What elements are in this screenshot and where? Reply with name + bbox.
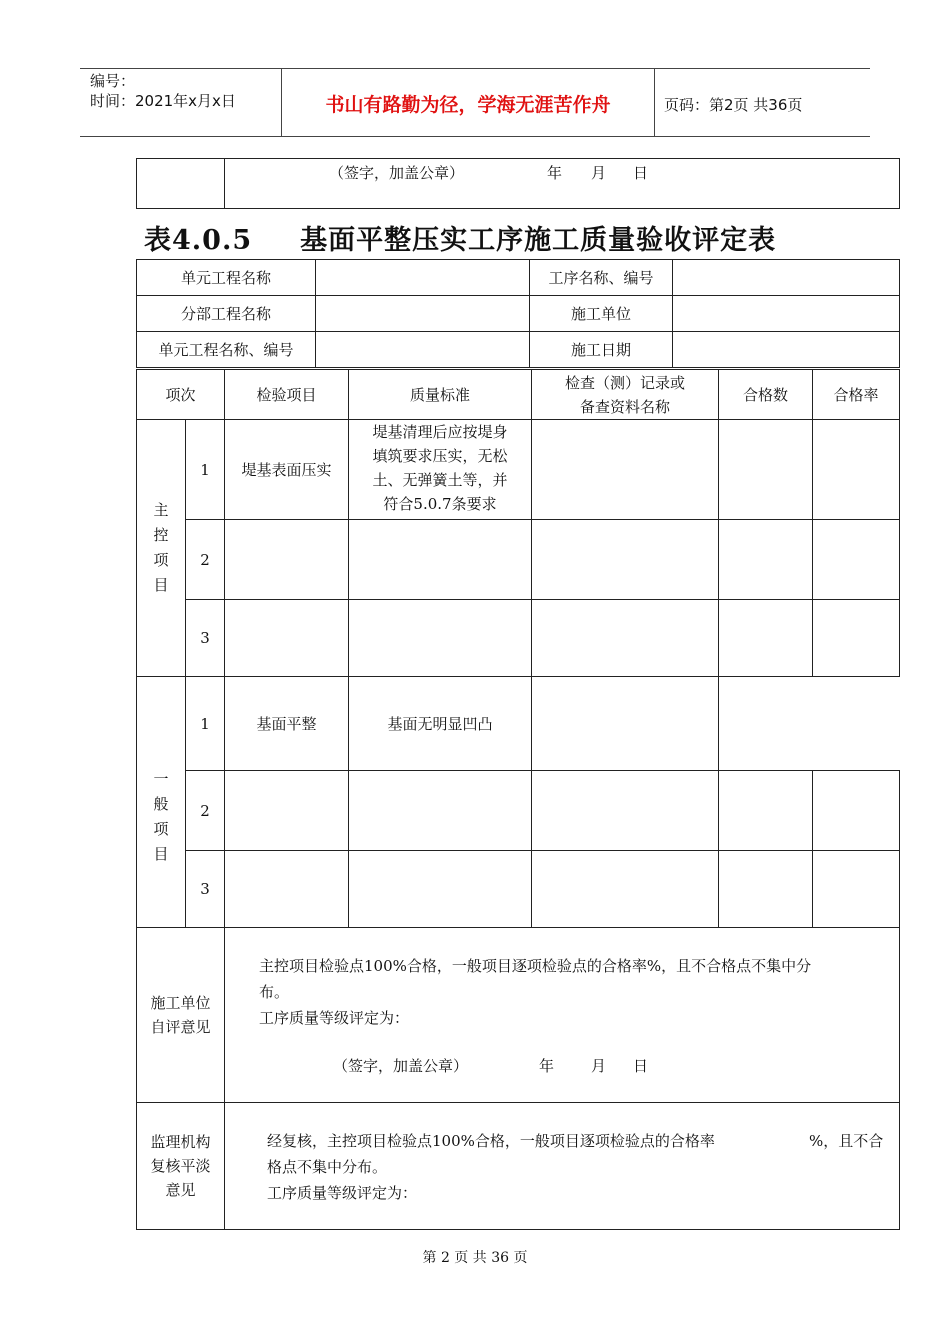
self-evaluation-row [137,928,900,1103]
division-project-name-value [316,296,530,332]
inspection-item [225,600,349,677]
inspection-table [136,369,900,1230]
qualified-rate-cell [813,677,900,771]
table-row [137,420,900,520]
sign-month: 月 [591,164,607,182]
self-evaluation-text-line: 主控项目检验点100%合格，一般项目逐项检验点的合格率%，且不合格点不集中分 [259,957,812,975]
sign-day: 日 [633,164,649,182]
qualified-rate-cell [813,851,900,928]
inspection-item [225,851,349,928]
main-control-char: 控 [153,526,169,544]
page-indicator: 页码：第2页 共36页 [664,96,803,114]
record-cell [532,771,719,851]
qualified-rate-cell [813,420,900,520]
col-header-record [532,370,719,420]
inspection-item: 基面平整 [225,677,349,771]
table-code: 表4.0.5 [144,225,253,256]
row-number: 3 [186,600,225,677]
supervision-text-b: %，且不合 [809,1132,884,1150]
qualified-rate-cell [813,771,900,851]
standard-line: 符合5.0.7条要求 [383,495,497,513]
supervision-label-line: 复核平淡 [150,1157,211,1175]
qualified-count-cell [719,520,813,600]
unit-project-name-value [316,260,530,296]
page-title [144,218,776,257]
header-bottom-rule [80,136,870,137]
supervision-label-line: 监理机构 [150,1133,211,1151]
col-header-record-line1: 检查（测）记录或 [564,373,685,392]
general-items-char: 项 [153,820,169,838]
col-header-qualified-rate: 合格率 [813,370,900,420]
supervision-text-line2: 格点不集中分布。 [267,1158,388,1176]
table-row [137,520,900,600]
process-name-value [673,260,900,296]
record-cell [532,520,719,600]
header-motto: 书山有路勤为径，学海无涯苦作舟 [325,94,611,116]
inspection-item: 堤基表面压实 [225,420,349,520]
quality-standard [349,677,532,771]
inspection-item [225,771,349,851]
col-header-item-no: 项次 [137,370,225,420]
qualified-count-cell [719,677,813,771]
standard-line: 堤基清理后应按堤身 [372,423,508,441]
division-project-name-label: 分部工程名称 [137,296,316,332]
self-evaluation-label-line: 施工单位 [150,994,211,1012]
record-cell [532,851,719,928]
quality-standard [349,600,532,677]
qualified-count-cell [719,420,813,520]
construction-unit-value [673,296,900,332]
page-footer: 第 2 页 共 36 页 [422,1250,528,1266]
record-cell [532,420,719,520]
main-control-char: 主 [153,501,169,519]
row-number: 3 [186,851,225,928]
qualified-count-cell [719,600,813,677]
col-header-qualified-count: 合格数 [719,370,813,420]
self-evaluation-content [225,928,900,1103]
table-row [137,771,900,851]
standard-line: 填筑要求压实，无松 [372,447,508,465]
standard-line: 基面无明显凹凸 [387,714,493,733]
self-evaluation-sign-label: （签字，加盖公章） [333,1057,469,1075]
document-number-label: 编号： [90,72,136,90]
supervision-content [225,1103,900,1230]
row-number: 1 [186,420,225,520]
row-number: 2 [186,520,225,600]
supervision-text-line3: 工序质量等级评定为： [267,1184,418,1202]
previous-signature-table [136,158,900,209]
construction-unit-label: 施工单位 [530,296,673,332]
supervision-text-a: 经复核，主控项目检验点100%合格，一般项目逐项检验点的合格率 [267,1132,715,1150]
self-evaluation-text-line: 布。 [259,983,290,1001]
header-divider-right [654,68,655,136]
row-number: 1 [186,677,225,771]
header-top-rule [80,68,870,69]
unit-project-name-no-value [316,332,530,368]
table-row [137,851,900,928]
general-items-char: 般 [153,795,169,813]
general-items-char: 一 [153,770,169,788]
main-control-char: 项 [153,551,169,569]
document-time-label: 时间：2021年x月x日 [90,92,236,110]
sign-seal-label: （签字，加盖公章） [329,164,465,182]
general-items-char: 目 [153,845,169,863]
self-evaluation-day: 日 [633,1057,649,1075]
quality-standard [349,771,532,851]
inspection-item [225,520,349,600]
supervision-label-line: 意见 [165,1181,196,1199]
qualified-count-cell [719,851,813,928]
unit-project-name-no-label: 单元工程名称、编号 [137,332,316,368]
record-cell [532,677,719,771]
supervision-row [137,1103,900,1230]
row-number: 2 [186,771,225,851]
table-row [137,600,900,677]
self-evaluation-label [137,928,225,1103]
self-evaluation-year: 年 [539,1057,555,1075]
col-header-record-line2: 备查资料名称 [579,397,670,416]
signature-fragment-cell [225,159,900,209]
quality-standard [349,520,532,600]
col-header-quality-standard: 质量标准 [349,370,532,420]
signature-fragment-label-cell [137,159,225,209]
main-control-char: 目 [153,576,169,594]
standard-line: 土、无弹簧土等，并 [372,471,508,489]
table-row [137,677,900,771]
supervision-label [137,1103,225,1230]
qualified-rate-cell [813,520,900,600]
construction-date-label: 施工日期 [530,332,673,368]
sign-year: 年 [547,164,563,182]
self-evaluation-month: 月 [591,1057,607,1075]
col-header-inspection-item: 检验项目 [225,370,349,420]
project-info-table [136,259,900,368]
self-evaluation-text-line: 工序质量等级评定为： [259,1009,410,1027]
construction-date-value [673,332,900,368]
unit-project-name-label: 单元工程名称 [137,260,316,296]
record-cell [532,600,719,677]
general-items-label [137,677,186,928]
qualified-count-cell [719,771,813,851]
table-title-text: 基面平整压实工序施工质量验收评定表 [300,225,777,256]
quality-standard [349,851,532,928]
quality-standard [349,420,532,520]
process-name-label: 工序名称、编号 [530,260,673,296]
self-evaluation-label-line: 自评意见 [150,1018,211,1036]
qualified-rate-cell [813,600,900,677]
main-control-label [137,420,186,677]
